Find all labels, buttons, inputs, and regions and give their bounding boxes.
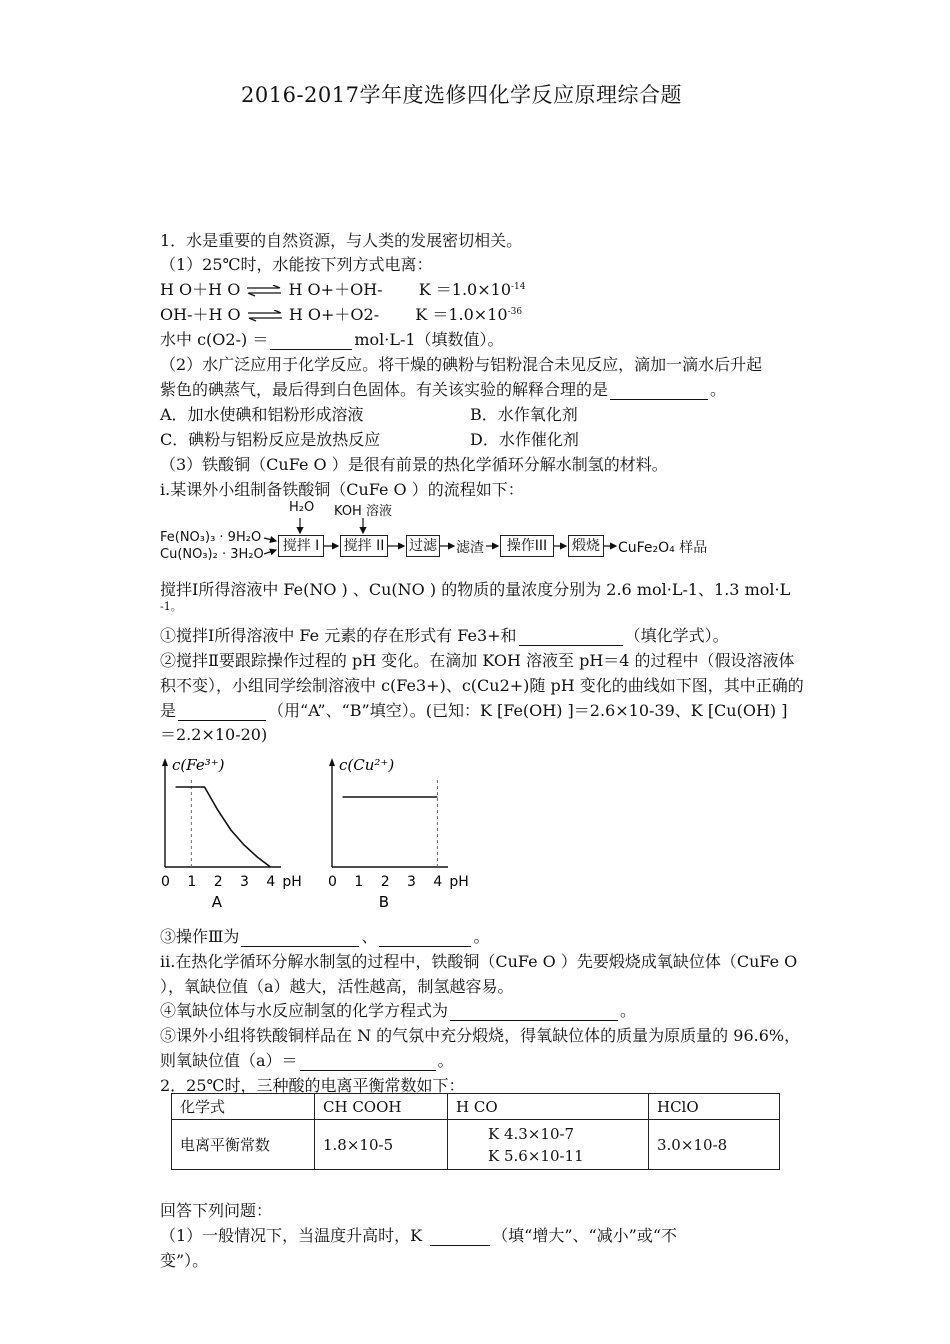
subq-5-line2	[160, 1048, 454, 1071]
chart-a	[155, 752, 315, 912]
concentration-line-2: -1。	[160, 600, 182, 613]
x-tick-label: 2	[213, 874, 223, 890]
equilibrium-arrow-icon	[245, 285, 283, 297]
answer-blank-ka-trend[interactable]	[430, 1227, 490, 1246]
table-cell: 电离平衡常数	[172, 1120, 315, 1170]
subq-5-text: 则氧缺位值（a）＝	[160, 1051, 298, 1070]
answer-blank-iron-form[interactable]	[519, 627, 623, 646]
q1-p2-line1: （2）水广泛应用于化学反应。将干燥的碘粉与铝粉混合未见反应，滴加一滴水后升起	[160, 355, 763, 374]
eq2-right: H O+＋O2-	[288, 305, 380, 324]
carbonic-k1: K 4.3×10-7	[488, 1124, 575, 1143]
x-tick-label: 2	[380, 874, 390, 890]
table-row	[172, 1120, 780, 1170]
x-tick-label: 3	[407, 874, 416, 890]
page-title: 2016-2017学年度选修四化学反应原理综合题	[241, 83, 682, 107]
subq-1	[160, 623, 729, 646]
answer-blank-equation[interactable]	[450, 1002, 618, 1021]
q1-stem: 1．水是重要的自然资源，与人类的发展密切相关。	[160, 231, 523, 250]
flow-product: CuFe₂O₄ 样品	[618, 540, 708, 556]
table-header-cell: 化学式	[172, 1094, 315, 1120]
answer-blank-operation-1[interactable]	[241, 928, 359, 947]
q1-p2-end: 。	[710, 380, 727, 399]
flow-step-stir-2: 搅拌 II	[340, 535, 388, 557]
eq1-k-exponent: -14	[511, 282, 526, 292]
q1-p2-text: 紫色的碘蒸气，最后得到白色固体。有关该实验的解释合理的是	[160, 380, 609, 399]
subq-2-line2: 积不变），小组同学绘制溶液中 c(Fe3+)、c(Cu2+)随 pH 变化的曲线如下图，其中正确的	[160, 676, 804, 695]
data-series-line	[176, 787, 271, 867]
answer-prompt: 回答下列问题：	[160, 1201, 273, 1220]
y-axis-arrow-icon	[162, 758, 168, 766]
subq-2-line1: ②搅拌Ⅱ要跟踪操作过程的 pH 变化。在滴加 KOH 溶液至 pH＝4 的过程中（假设溶液体	[160, 651, 795, 670]
table-header-cell: H CO	[448, 1094, 649, 1120]
q2-p1-line1	[160, 1223, 677, 1246]
y-axis-arrow-icon	[329, 758, 335, 766]
ii-line2: ），氧缺位值（a）越大，活性越高，制氢越容易。	[160, 977, 514, 996]
x-tick-label: 4	[433, 874, 443, 890]
answer-blank-explanation[interactable]	[610, 381, 708, 400]
table-header-cell: CH COOH	[315, 1094, 448, 1120]
equation-1	[160, 277, 526, 300]
q1-p2-line2	[160, 377, 726, 400]
arrow-reagent-iron	[264, 538, 276, 541]
x-tick-label: 1	[354, 874, 364, 890]
option-a: A．加水使碘和铝粉形成溶液	[160, 405, 364, 424]
subq-2-line3	[160, 698, 788, 721]
chart-b	[322, 752, 482, 912]
y-axis-label: c(Cu²⁺)	[339, 756, 395, 774]
table-header-row	[172, 1094, 780, 1120]
equilibrium-arrow-icon	[246, 310, 284, 322]
subq-3-end: 。	[473, 927, 490, 946]
subq-3-sep: 、	[361, 927, 378, 946]
table-header-cell: HClO	[649, 1094, 780, 1120]
subq-1-text: ①搅拌Ⅰ所得溶液中 Fe 元素的存在形式有 Fe3+和	[160, 626, 517, 645]
x-axis-label: pH	[449, 874, 469, 890]
x-tick-label: 0	[328, 874, 337, 890]
q1-p1-intro: （1）25℃时，水能按下列方式电离：	[160, 255, 433, 274]
eq1-right: H O+＋OH-	[288, 280, 383, 299]
eq2-k: K ＝1.0×10	[415, 305, 508, 324]
equation-2	[160, 302, 522, 325]
answer-blank-oxide-concentration[interactable]	[270, 331, 352, 350]
table-cell	[448, 1120, 649, 1170]
subq-5-line1: ⑤课外小组将铁酸铜样品在 N 的气氛中充分煅烧，得氧缺位体的质量为原质量的 96.6%，	[160, 1026, 801, 1045]
x-axis-label: pH	[282, 874, 302, 890]
answer-blank-curve-choice[interactable]	[178, 702, 266, 721]
x-tick-label: 3	[240, 874, 249, 890]
panel-label: B	[378, 893, 390, 911]
panel-label: A	[211, 893, 222, 911]
carbonic-k2: K 5.6×10-11	[488, 1146, 584, 1165]
flow-reagent-copper: Cu(NO₃)₂ · 3H₂O	[160, 547, 264, 562]
subq-2-line4: ＝2.2×10-20)	[160, 725, 268, 744]
subq-4	[160, 998, 636, 1021]
q2-p1-options: （填“增大”、“减小”或“不	[492, 1226, 678, 1245]
water-c-suffix: mol·L-1（填数值）。	[354, 330, 504, 349]
eq1-k: K ＝1.0×10	[418, 280, 512, 299]
answer-blank-oxygen-deficit[interactable]	[300, 1052, 436, 1071]
q2-p1-text: （1）一般情况下，当温度升高时，K	[160, 1226, 423, 1245]
q1-p3-intro: （3）铁酸铜（CuFe O ）是很有前景的热化学循环分解水制氢的材料。	[160, 455, 668, 474]
q1-p3-flow-intro: ⅰ.某课外小组制备铁酸铜（CuFe O ）的流程如下：	[160, 480, 524, 499]
subq-4-text: ④氧缺位体与水反应制氢的化学方程式为	[160, 1001, 449, 1020]
ionization-constants-table	[171, 1093, 780, 1170]
x-tick-label: 4	[266, 874, 276, 890]
flow-step-calcine: 煅烧	[568, 535, 604, 557]
subq-3	[160, 924, 489, 947]
subq-4-end: 。	[620, 1001, 637, 1020]
eq2-k-exponent: -36	[507, 307, 523, 317]
flow-residue: 滤渣	[456, 540, 484, 556]
answer-blank-operation-2[interactable]	[379, 928, 471, 947]
subq-3-text: ③操作Ⅲ为	[160, 927, 240, 946]
flow-reagent-iron: Fe(NO₃)₃ · 9H₂O	[160, 530, 262, 545]
subq-1-end: （填化学式）。	[624, 626, 729, 645]
water-c-prefix: 水中 c(O2-) ＝	[160, 330, 269, 349]
option-b: B．水作氧化剂	[470, 405, 578, 424]
water-concentration-line	[160, 327, 504, 350]
flow-step-operation-3: 操作III	[500, 535, 554, 557]
concentration-line-1: 搅拌Ⅰ所得溶液中 Fe(NO ) 、Cu(NO ) 的物质的量浓度分别为 2.6 mol·L-1、1.3 mol·L	[160, 580, 791, 599]
eq2-left: OH-＋H O	[160, 305, 241, 324]
table-cell: 1.8×10-5	[315, 1120, 448, 1170]
option-c: C．碘粉与铝粉反应是放热反应	[160, 430, 381, 449]
x-tick-label: 0	[161, 874, 170, 890]
eq1-left: H O＋H O	[160, 280, 241, 299]
q2-stem: 2．25℃时，三种酸的电离平衡常数如下：	[160, 1076, 465, 1095]
q2-p1-line2: 变”）。	[160, 1251, 209, 1270]
y-axis-label: c(Fe³⁺)	[172, 756, 225, 774]
flow-step-stir-1: 搅拌 I	[278, 535, 324, 557]
subq-2-prefix: 是	[160, 701, 177, 720]
flow-h2o-label: H₂O	[289, 500, 315, 515]
option-d: D．水作催化剂	[470, 430, 579, 449]
ii-line1: ⅱ.在热化学循环分解水制氢的过程中，铁酸铜（CuFe O ）先要煅烧成氧缺位体（CuFe O	[160, 952, 798, 971]
flow-step-filter: 过滤	[406, 535, 440, 557]
flow-koh-label: KOH 溶液	[334, 504, 392, 519]
subq-2-ksp: （用“A”、“B”填空）。(已知：K [Fe(OH) ]＝2.6×10-39、K [Cu(OH) ]	[268, 701, 788, 720]
subq-5-end: 。	[437, 1051, 454, 1070]
table-cell: 3.0×10-8	[649, 1120, 780, 1170]
arrow-reagent-copper	[264, 550, 276, 554]
x-tick-label: 1	[187, 874, 197, 890]
